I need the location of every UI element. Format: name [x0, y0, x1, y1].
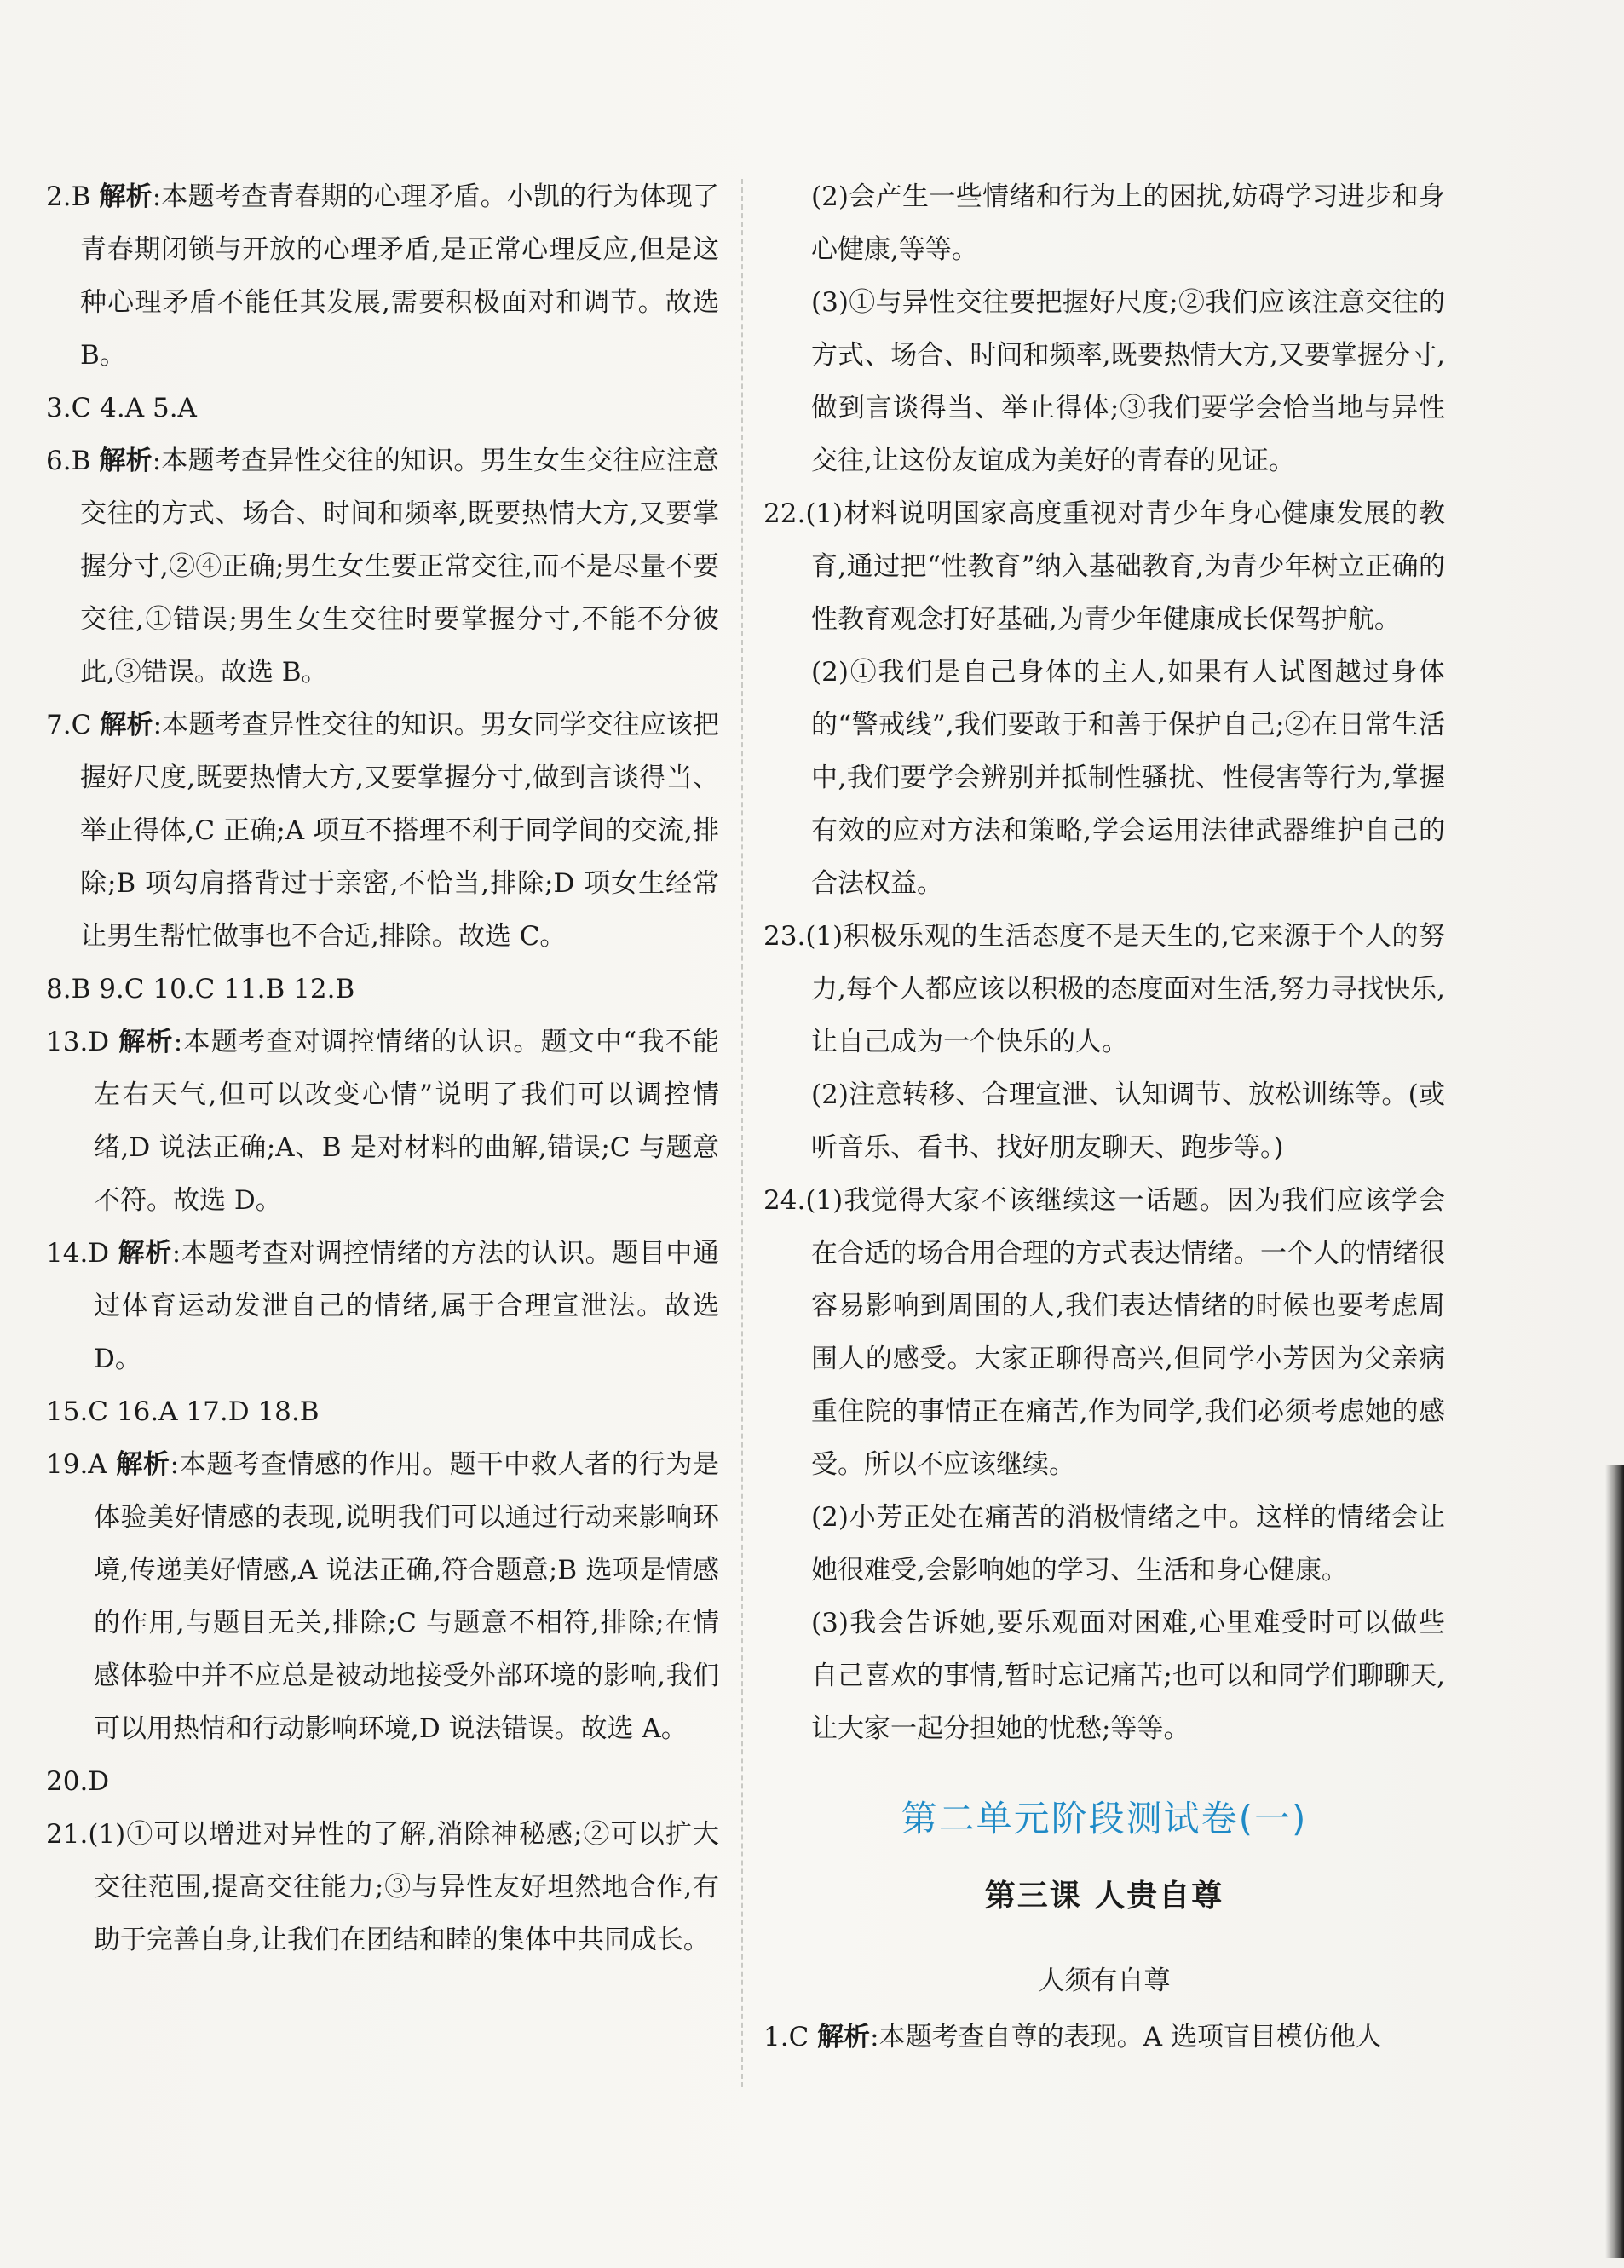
analysis-label: 解析	[99, 446, 153, 476]
unit-title: 第二单元阶段测试卷(一)	[901, 1798, 1308, 1839]
answer-number: 13.D	[46, 1027, 110, 1057]
answer-text: (1)①可以增进对异性的了解,消除神秘感;②可以扩大交往范围,提高交往能力;③与异性友好坦然地合作,有助于完善自身,让我们在团结和睦的集体中共同成长。	[88, 1819, 719, 1955]
answer-number: 14.D	[46, 1238, 110, 1269]
answer-q6	[46, 435, 719, 699]
right-column	[763, 170, 1445, 2064]
answer-q24-part2: (2)小芳正处在痛苦的消极情绪之中。这样的情绪会让她很难受,会影响她的学习、生活和身心健康。	[811, 1502, 1445, 1586]
analysis-text: :本题考查对调控情绪的方法的认识。题目中通过体育运动发泄自己的情绪,属于合理宣泄法。故选 D。	[94, 1238, 720, 1374]
analysis-label: 解析	[99, 181, 153, 212]
answer-number: 6.B	[46, 446, 91, 476]
analysis-text: :本题考查情感的作用。题干中救人者的行为是体验美好情感的表现,说明我们可以通过行动来影响环境,传递美好情感,A 说法正确,符合题意;B 选项是情感的作用,与题目无关,排除;C 与题意不相符,排除;在情感体验中并不应总是被动地接受外部环境的影响,我们可以用热情和行动影响环境,D 说法错误。故选 A。	[94, 1449, 720, 1744]
analysis-text: :本题考查异性交往的知识。男女同学交往应该把握好尺度,既要热情大方,又要掌握分寸,做到言谈得当、举止得体,C 正确;A 项互不搭理不利于同学间的交流,排除;B 项勾肩搭背过于亲密,不恰当,排除;D 项女生经常让男生帮忙做事也不合适,排除。故选 C。	[80, 710, 720, 952]
analysis-label: 解析	[116, 1449, 170, 1480]
answer-q21	[46, 1808, 719, 1966]
analysis-label: 解析	[817, 2022, 871, 2052]
analysis-label: 解析	[100, 710, 153, 740]
answer-number: 21.	[46, 1819, 89, 1850]
answer-number: 22.	[763, 498, 806, 529]
analysis-text: :本题考查青春期的心理矛盾。小凯的行为体现了青春期闭锁与开放的心理矛盾,是正常心理反应,但是这种心理矛盾不能任其发展,需要积极面对和调节。故选 B。	[80, 181, 720, 371]
answer-q24-part1	[763, 1174, 1445, 1491]
answer-q21-part3: (3)①与异性交往要把握好尺度;②我们应该注意交往的方式、场合、时间和频率,既要热情大方,又要掌握分寸,做到言谈得当、举止得体;③我们要学会恰当地与异性交往,让这份友谊成为美好的青春的见证。	[811, 287, 1445, 476]
answer-q24-part3: (3)我会告诉她,要乐观面对困难,心里难受时可以做些自己喜欢的事情,暂时忘记痛苦;也可以和同学们聊聊天,让大家一起分担她的忧愁;等等。	[811, 1608, 1445, 1744]
answer-q13	[46, 1016, 719, 1227]
answer-q19	[46, 1438, 719, 1755]
answer-q1	[763, 2011, 1445, 2064]
analysis-text: :本题考查异性交往的知识。男生女生交往应注意交往的方式、场合、时间和频率,既要热情大方,又要掌握分寸,②④正确;男生女生要正常交往,而不是尽量不要交往,①错误;男生女生交往时要掌握分寸,不能不分彼此,③错误。故选 B。	[80, 446, 720, 688]
answer-text: (1)我觉得大家不该继续这一话题。因为我们应该学会在合适的场合用合理的方式表达情绪。一个人的情绪很容易影响到周围的人,我们表达情绪的时候也要考虑周围人的感受。大家正聊得高兴,但同学小芳因为父亲病重住院的事情正在痛苦,作为同学,我们必须考虑她的感受。所以不应该继续。	[805, 1185, 1445, 1480]
answer-text: (1)积极乐观的生活态度不是天生的,它来源于个人的努力,每个人都应该以积极的态度面对生活,努力寻找快乐,让自己成为一个快乐的人。	[805, 921, 1445, 1057]
answers-8-12: 8.B 9.C 10.C 11.B 12.B	[46, 974, 355, 1004]
answer-q23-part1	[763, 910, 1445, 1068]
answer-text: (1)材料说明国家高度重视对青少年身心健康发展的教育,通过把“性教育”纳入基础教育,为青少年树立正确的性教育观念打好基础,为青少年健康成长保驾护航。	[805, 498, 1445, 635]
section-title: 人须有自尊	[1038, 1966, 1171, 1996]
analysis-text: :本题考查对调控情绪的认识。题文中“我不能左右天气,但可以改变心情”说明了我们可以调控情绪,D 说法正确;A、B 是对材料的曲解,错误;C 与题意不符。故选 D。	[94, 1027, 720, 1216]
lesson-title: 第三课 人贵自尊	[984, 1878, 1224, 1914]
analysis-text: :本题考查自尊的表现。A 选项盲目模仿他人	[870, 2022, 1382, 2052]
analysis-label: 解析	[118, 1238, 172, 1269]
answer-number: 7.C	[46, 710, 92, 740]
answer-number: 2.B	[46, 181, 91, 212]
answer-q21-part2: (2)会产生一些情绪和行为上的困扰,妨碍学习进步和身心健康,等等。	[811, 181, 1445, 265]
answer-q22-part2: (2)①我们是自己身体的主人,如果有人试图越过身体的“警戒线”,我们要敢于和善于保护自己;②在日常生活中,我们要学会辨别并抵制性骚扰、性侵害等行为,掌握有效的应对方法和策略,学会运用法律武器维护自己的合法权益。	[811, 657, 1445, 899]
analysis-label: 解析	[118, 1027, 174, 1057]
answer-q20: 20.D	[46, 1766, 110, 1797]
answer-q2	[46, 170, 719, 382]
answer-number: 1.C	[763, 2022, 809, 2052]
answer-number: 23.	[763, 921, 806, 952]
answer-number: 24.	[763, 1185, 806, 1216]
answer-q22-part1	[763, 487, 1445, 646]
page-edge-shadow	[1605, 1465, 1624, 2258]
answer-q7	[46, 699, 719, 963]
column-divider	[741, 179, 743, 2087]
answers-3-5: 3.C 4.A 5.A	[46, 393, 197, 423]
answer-q14	[46, 1227, 719, 1385]
left-column	[46, 170, 719, 1966]
answer-q23-part2: (2)注意转移、合理宣泄、认知调节、放松训练等。(或听音乐、看书、找好朋友聊天、跑步等。)	[811, 1079, 1445, 1163]
answer-number: 19.A	[46, 1449, 107, 1480]
answers-15-18: 15.C 16.A 17.D 18.B	[46, 1396, 320, 1427]
